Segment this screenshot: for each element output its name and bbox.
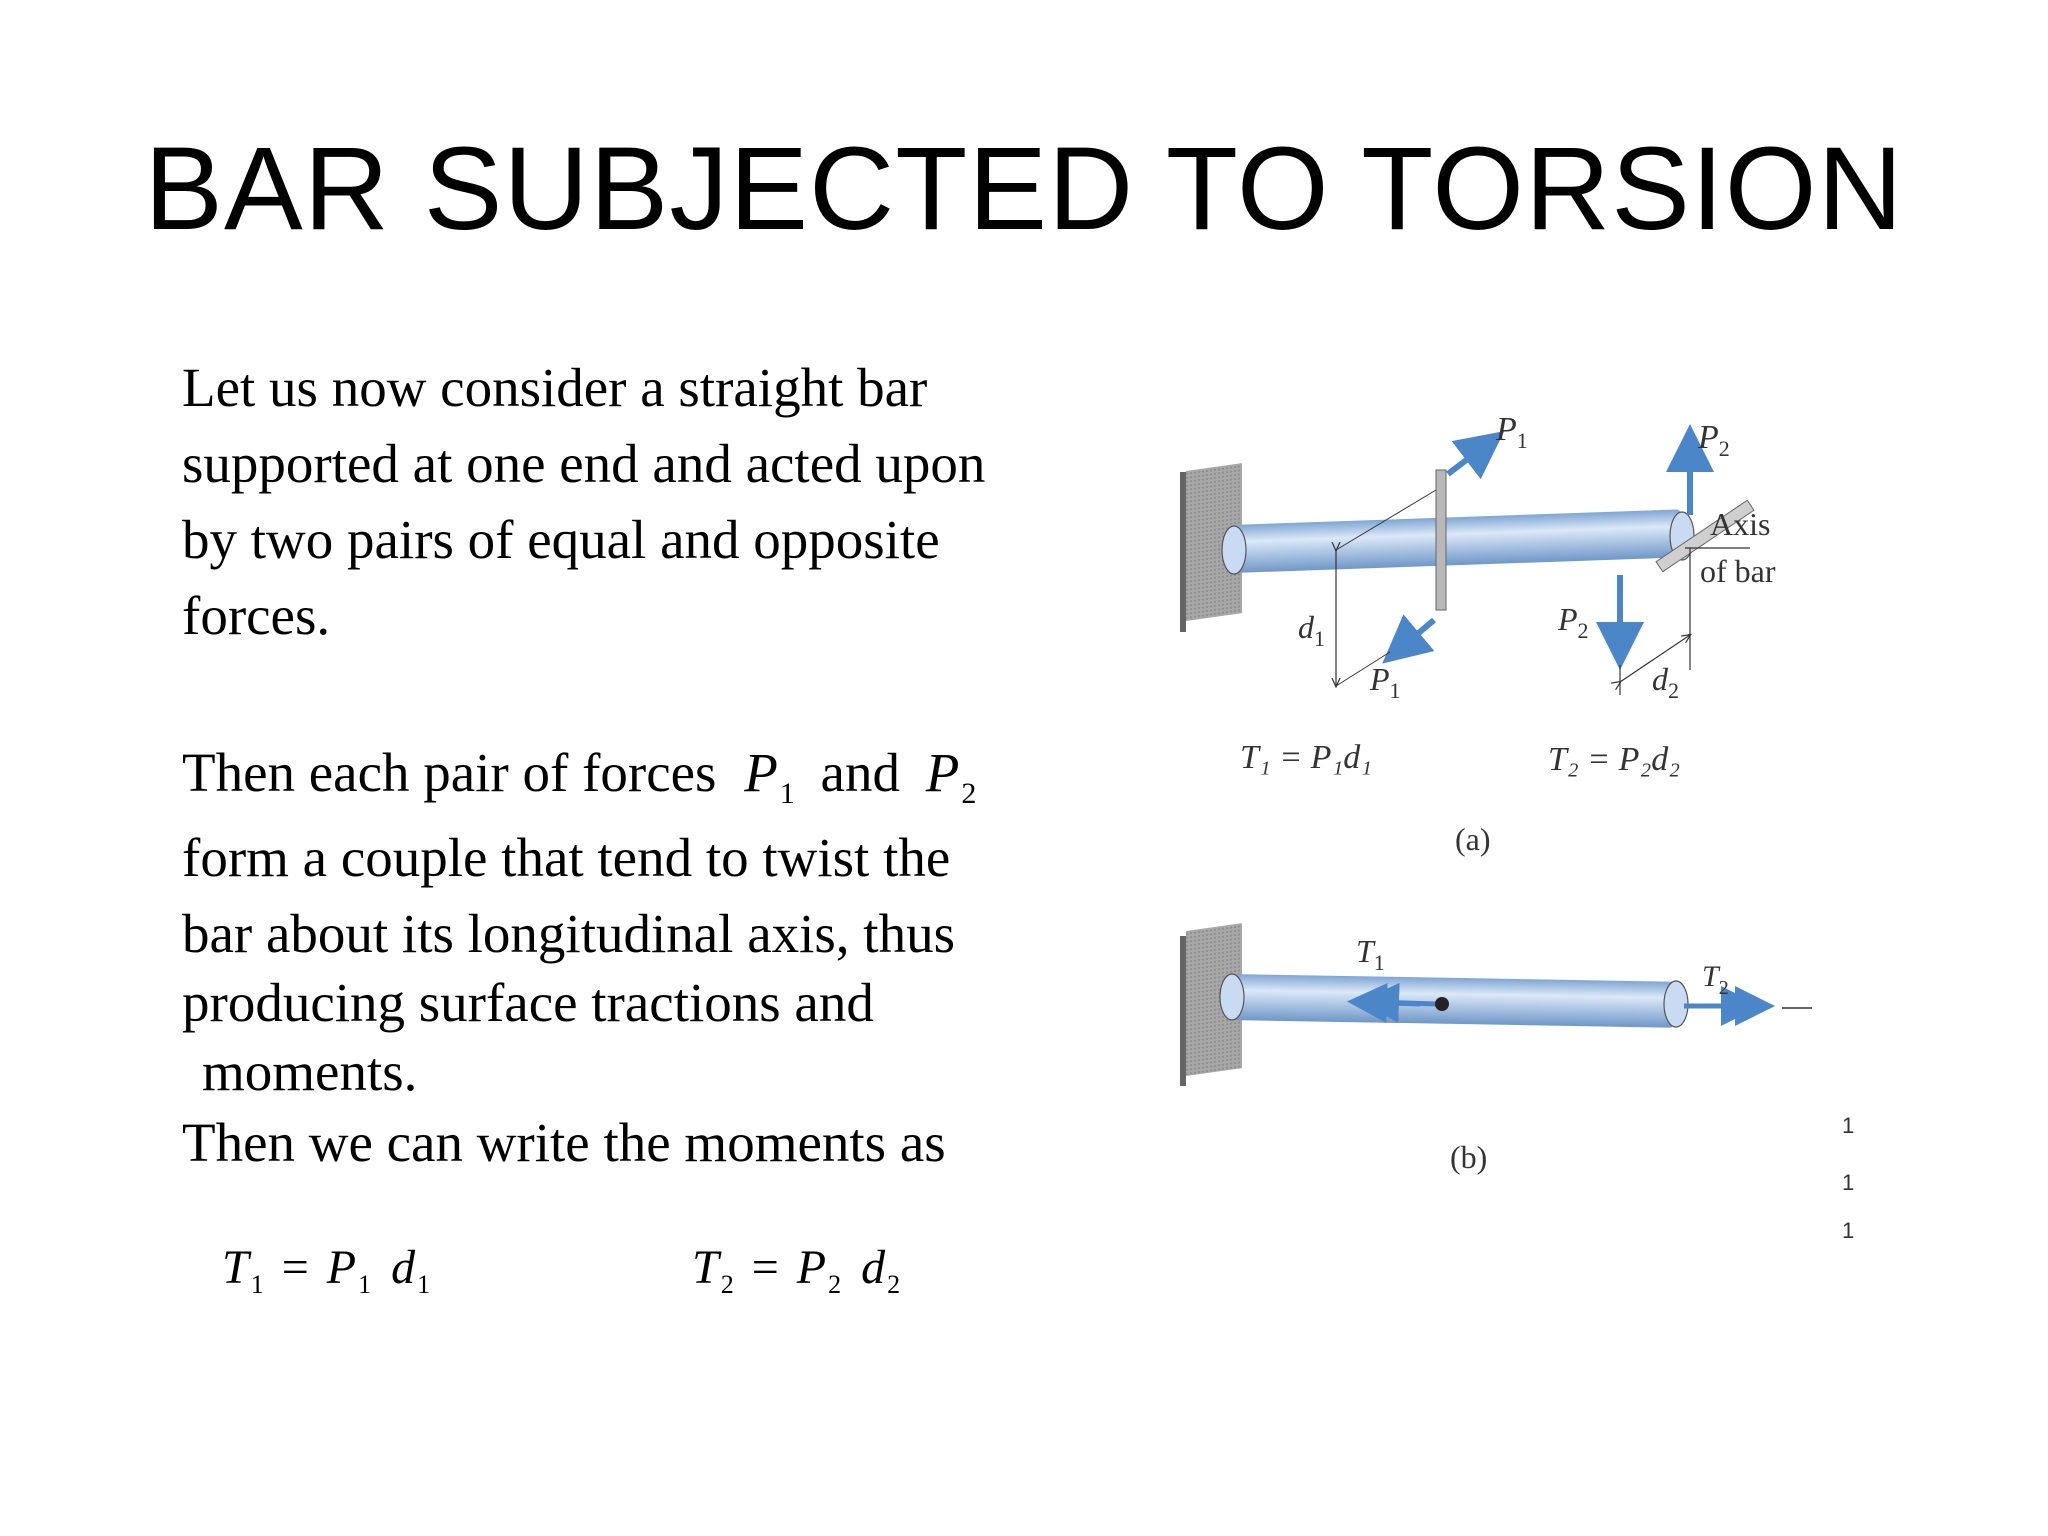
p2-symbol: $P_2$ [925, 742, 977, 810]
caption-b: (b) [1450, 1139, 1488, 1175]
label-eq-t1: T₁ = P₁d₁ [1240, 739, 1373, 776]
arrow-p1-down [1396, 620, 1434, 652]
label-axis-line2: of bar [1700, 553, 1776, 589]
couple-line-1 [182, 735, 976, 820]
equation-t1: $T_1 = P_1$ $d_1$ [222, 1241, 431, 1299]
couple-line-indented: moments. [202, 1041, 418, 1102]
intro-line: by two pairs of equal and opposite [182, 509, 940, 570]
couple-line-1-prefix: Then each pair of forces [182, 742, 717, 803]
edge-mark: 1 [1842, 1113, 1855, 1138]
edge-mark: 1 [1842, 1170, 1855, 1195]
figure-b [1180, 923, 1812, 1175]
torsion-figure [1150, 390, 1870, 1220]
label-p1-top: $P_1$ [1496, 411, 1528, 453]
label-axis-line1: Axis [1710, 506, 1771, 542]
wall-support-a [1180, 472, 1186, 632]
label-p2-bottom: $P_2$ [1558, 601, 1589, 643]
figure-a [1180, 411, 1776, 857]
couple-paragraph [182, 735, 976, 1110]
pin-p1 [1436, 470, 1446, 610]
label-t2: $T_2$ [1702, 960, 1729, 999]
couple-line: bar about its longitudinal axis, thus [182, 903, 955, 964]
slide-title: BAR SUBJECTED TO TORSION [144, 123, 1904, 255]
bar-b [1229, 974, 1676, 1028]
intro-line: supported at one end and acted upon [182, 433, 986, 494]
and-word: and [820, 742, 900, 803]
intro-line: Let us now consider a straight bar [182, 357, 928, 418]
equation-t2: $T_2 = P_2$ $d_2$ [692, 1241, 901, 1299]
intro-paragraph [182, 350, 985, 654]
couple-line: form a couple that tend to twist the [182, 827, 951, 888]
bar-end-left-a [1222, 526, 1246, 574]
moments-paragraph: Then we can write the moments as [182, 1112, 946, 1173]
t1-point [1435, 997, 1449, 1011]
caption-a: (a) [1455, 821, 1491, 857]
wall-support-b [1180, 936, 1186, 1086]
label-d1: $d_1$ [1298, 609, 1325, 651]
label-eq-t2: T₂ = P₂d₂ [1548, 741, 1681, 778]
arrow-t1-second [1362, 1002, 1420, 1004]
label-t1: $T_1$ [1356, 933, 1385, 975]
edge-mark: 1 [1842, 1218, 1855, 1243]
p1-symbol: $P_1$ [744, 742, 795, 810]
label-d2: $d_2$ [1652, 661, 1679, 703]
label-p2-top: $P_2$ [1698, 419, 1730, 461]
couple-line: producing surface tractions and [182, 972, 874, 1033]
bar-end-left-b [1220, 974, 1244, 1020]
intro-line: forces. [182, 585, 331, 646]
bar-a [1232, 509, 1683, 573]
label-p1-bottom: $P_1$ [1370, 661, 1401, 703]
arrow-p1-up [1448, 442, 1490, 474]
